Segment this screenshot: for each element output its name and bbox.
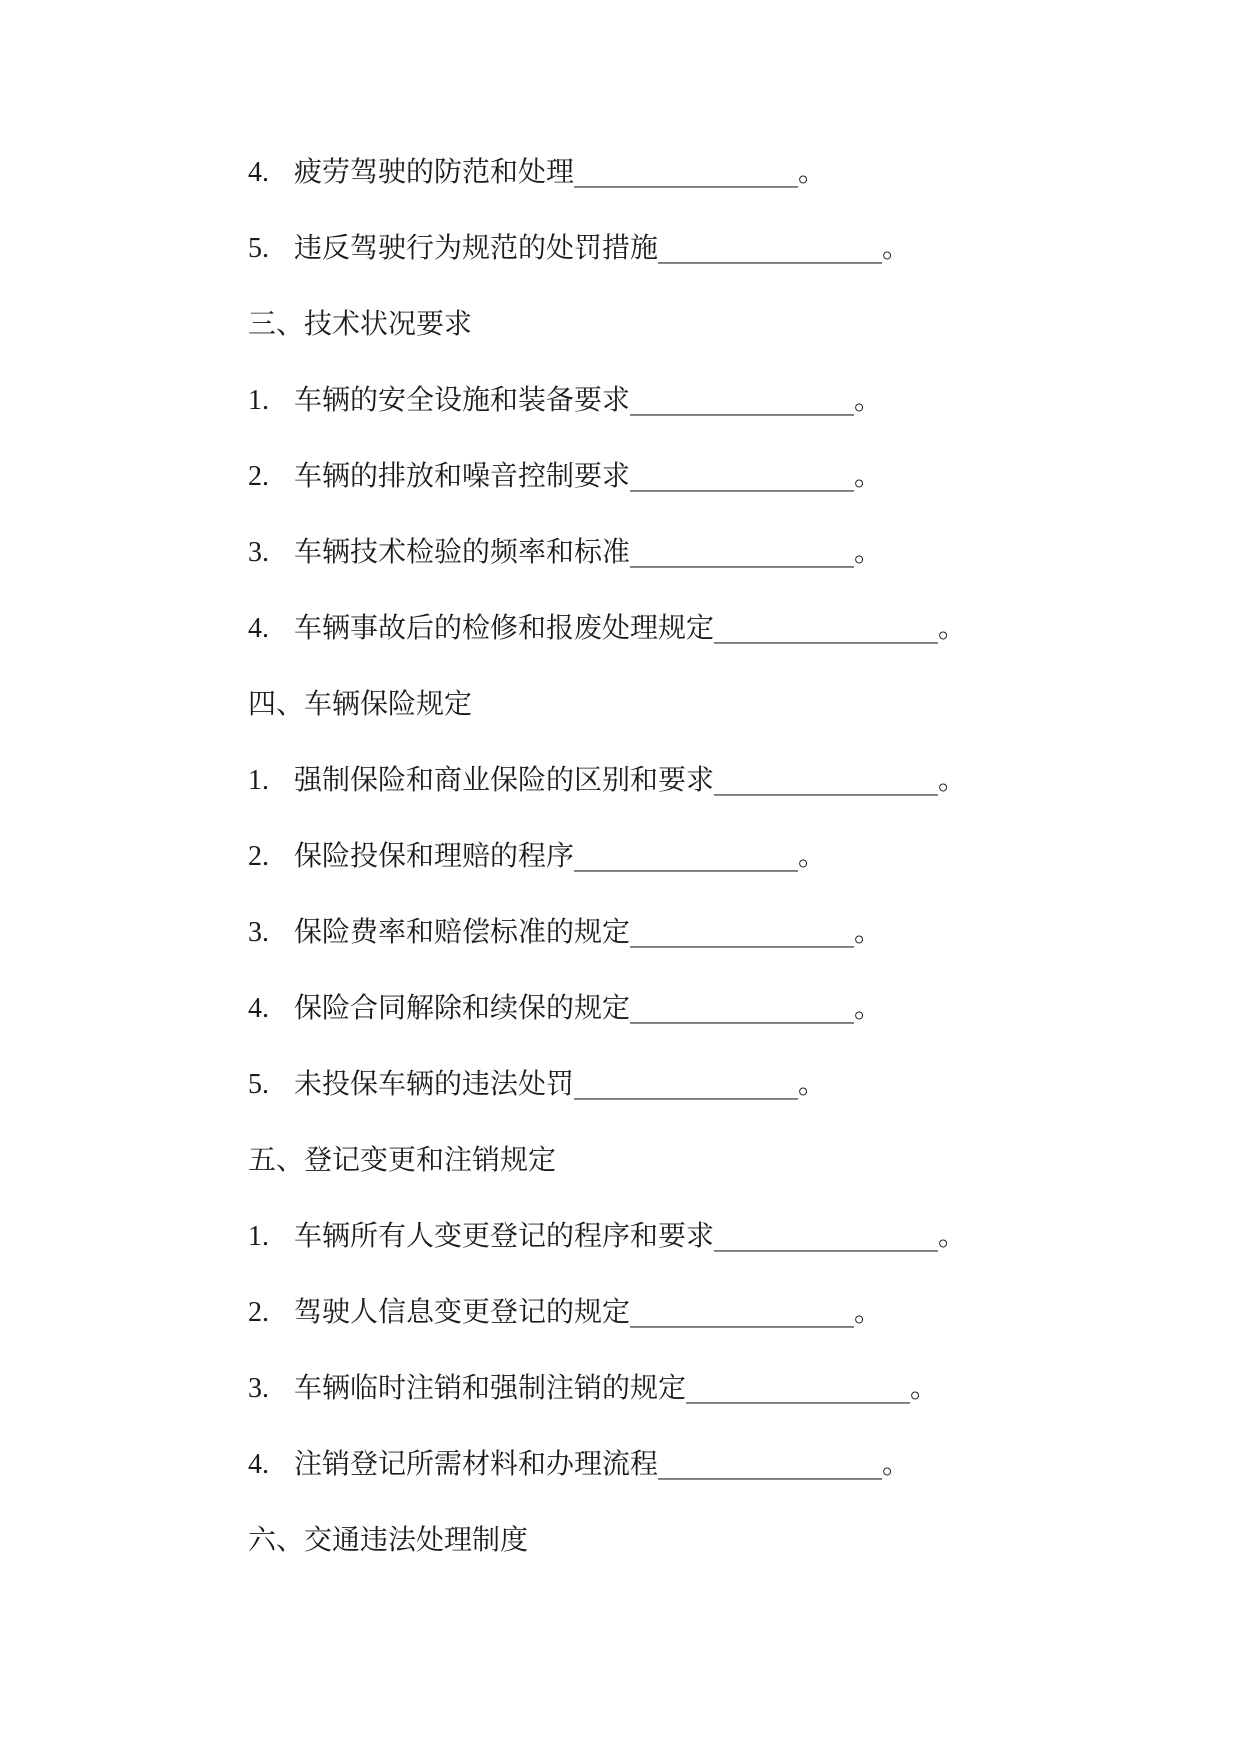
item-text: 车辆事故后的检修和报废处理规定________________。 [294, 611, 967, 644]
list-item [248, 1208, 1148, 1284]
item-number: 2. [248, 1297, 269, 1328]
item-text: 违反驾驶行为规范的处罚措施________________。 [294, 231, 911, 264]
list-item [248, 904, 1148, 980]
item-number: 1. [248, 1221, 269, 1252]
item-number: 5. [248, 233, 269, 264]
item-number: 3. [248, 917, 269, 948]
item-text: 车辆的排放和噪音控制要求________________。 [294, 459, 883, 492]
item-number: 4. [248, 993, 269, 1024]
item-text: 保险费率和赔偿标准的规定________________。 [294, 915, 883, 948]
item-text: 车辆临时注销和强制注销的规定________________。 [294, 1371, 939, 1404]
list-item [248, 220, 1148, 296]
list-item [248, 600, 1148, 676]
section-heading: 三、技术状况要求 [248, 307, 473, 340]
list-item [248, 1360, 1148, 1436]
item-text: 车辆技术检验的频率和标准________________。 [294, 535, 883, 568]
list-item [248, 828, 1148, 904]
section-heading: 五、登记变更和注销规定 [248, 1143, 557, 1176]
list-item [248, 448, 1148, 524]
item-number: 2. [248, 841, 269, 872]
item-text: 强制保险和商业保险的区别和要求________________。 [294, 763, 967, 796]
item-number: 4. [248, 157, 269, 188]
list-item [248, 1284, 1148, 1360]
item-number: 4. [248, 613, 269, 644]
item-text: 疲劳驾驶的防范和处理________________。 [294, 155, 827, 188]
item-text: 车辆的安全设施和装备要求________________。 [294, 383, 883, 416]
item-number: 3. [248, 537, 269, 568]
list-item [248, 752, 1148, 828]
item-number: 2. [248, 461, 269, 492]
item-text: 车辆所有人变更登记的程序和要求________________。 [294, 1219, 967, 1252]
item-number: 4. [248, 1449, 269, 1480]
list-item [248, 372, 1148, 448]
item-number: 3. [248, 1373, 269, 1404]
document-body [248, 144, 1148, 1588]
list-item [248, 1056, 1148, 1132]
list-item [248, 980, 1148, 1056]
list-item [248, 144, 1148, 220]
list-item [248, 1436, 1148, 1512]
item-number: 1. [248, 765, 269, 796]
item-number: 5. [248, 1069, 269, 1100]
list-item [248, 524, 1148, 600]
item-text: 未投保车辆的违法处罚________________。 [294, 1067, 827, 1100]
item-text: 保险合同解除和续保的规定________________。 [294, 991, 883, 1024]
item-text: 驾驶人信息变更登记的规定________________。 [294, 1295, 883, 1328]
section-heading: 六、交通违法处理制度 [248, 1523, 529, 1556]
item-number: 1. [248, 385, 269, 416]
item-text: 保险投保和理赔的程序________________。 [294, 839, 827, 872]
item-text: 注销登记所需材料和办理流程________________。 [294, 1447, 911, 1480]
section-heading: 四、车辆保险规定 [248, 687, 473, 720]
